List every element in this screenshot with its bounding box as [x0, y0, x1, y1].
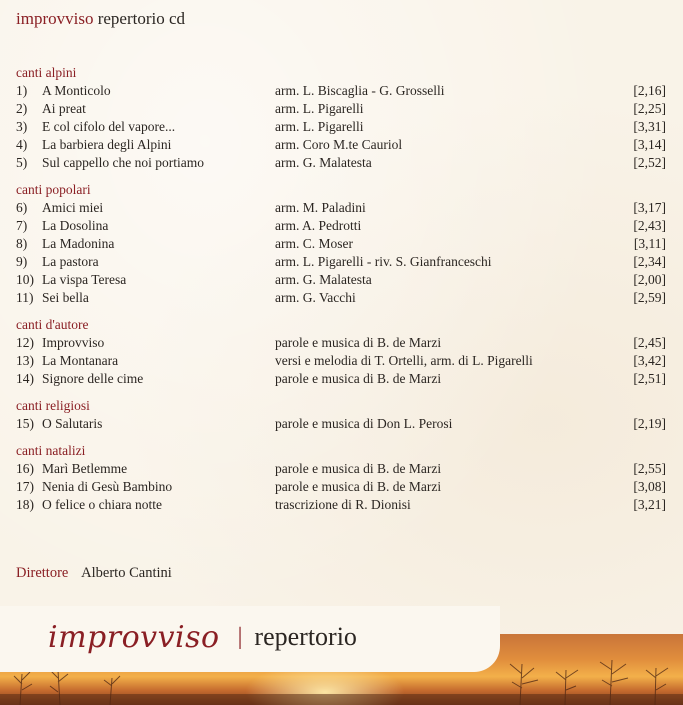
footer-title	[48, 620, 357, 660]
track-row	[16, 235, 666, 253]
track-dur: [2,55]	[633, 461, 666, 476]
footer-word: repertorio	[254, 622, 357, 651]
track-credit: arm. L. Biscaglia - G. Grosselli	[275, 83, 445, 98]
track-title: La Montanara	[42, 353, 119, 368]
track-credit: arm. Coro M.te Cauriol	[275, 137, 403, 152]
track-title: Ai preat	[42, 101, 86, 116]
track-credit: arm. L. Pigarelli - riv. S. Gianfranceschi	[275, 254, 492, 269]
track-row	[16, 136, 666, 154]
track-credit: arm. L. Pigarelli	[275, 119, 364, 134]
track-num: 1)	[16, 83, 28, 98]
track-row	[16, 415, 666, 433]
track-dur: [2,43]	[633, 218, 666, 233]
track-credit: arm. M. Paladini	[275, 200, 366, 215]
track-title: Amici miei	[42, 200, 104, 215]
track-row	[16, 289, 666, 307]
section-title: canti popolari	[16, 182, 91, 197]
track-num: 12)	[16, 335, 34, 350]
track-num: 14)	[16, 371, 34, 386]
section	[16, 397, 666, 433]
header-subtitle: repertorio cd	[97, 9, 186, 28]
track-title: Marì Betlemme	[42, 461, 128, 476]
track-dur: [3,14]	[633, 137, 666, 152]
track-row	[16, 496, 666, 514]
section	[16, 442, 666, 514]
track-title: O felice o chiara notte	[42, 497, 162, 512]
track-credit: arm. G. Malatesta	[275, 155, 372, 170]
track-row	[16, 271, 666, 289]
track-num: 3)	[16, 119, 28, 134]
track-credit: versi e melodia di T. Ortelli, arm. di L. Pigarelli	[275, 353, 533, 368]
track-title: A Monticolo	[42, 83, 111, 98]
section	[16, 64, 666, 172]
track-dur: [2,25]	[633, 101, 666, 116]
track-credit: arm. G. Malatesta	[275, 272, 372, 287]
track-title: Nenia di Gesù Bambino	[42, 479, 173, 494]
track-title: La vispa Teresa	[42, 272, 127, 287]
track-row	[16, 460, 666, 478]
track-row	[16, 370, 666, 388]
track-num: 10)	[16, 272, 34, 287]
track-title: La Dosolina	[42, 218, 109, 233]
track-row	[16, 199, 666, 217]
track-dur: [3,08]	[633, 479, 666, 494]
section	[16, 181, 666, 307]
track-row	[16, 118, 666, 136]
director-line	[16, 563, 172, 583]
section-title: canti d'autore	[16, 317, 89, 332]
track-dur: [2,00]	[633, 272, 666, 287]
track-num: 15)	[16, 416, 34, 431]
track-title: O Salutaris	[42, 416, 103, 431]
track-row	[16, 82, 666, 100]
track-dur: [3,42]	[633, 353, 666, 368]
track-num: 2)	[16, 101, 28, 116]
track-row	[16, 154, 666, 172]
track-credit: arm. L. Pigarelli	[275, 101, 364, 116]
track-dur: [2,59]	[633, 290, 666, 305]
track-num: 17)	[16, 479, 34, 494]
track-dur: [2,34]	[633, 254, 666, 269]
track-row	[16, 334, 666, 352]
section-title: canti natalizi	[16, 443, 86, 458]
track-credit: parole e musica di Don L. Perosi	[275, 416, 453, 431]
track-credit: arm. G. Vacchi	[275, 290, 356, 305]
track-num: 7)	[16, 218, 28, 233]
footer-script-title: improvviso	[48, 620, 220, 655]
track-title: E col cifolo del vapore...	[42, 119, 176, 134]
track-dur: [2,45]	[633, 335, 666, 350]
track-credit: parole e musica di B. de Marzi	[275, 371, 442, 386]
header-brand: improvviso	[16, 9, 94, 28]
track-row	[16, 217, 666, 235]
track-row	[16, 100, 666, 118]
track-credit: arm. A. Pedrotti	[275, 218, 362, 233]
track-credit: parole e musica di B. de Marzi	[275, 479, 442, 494]
track-num: 18)	[16, 497, 34, 512]
track-num: 4)	[16, 137, 28, 152]
track-dur: [2,19]	[633, 416, 666, 431]
track-credit: trascrizione di R. Dionisi	[275, 497, 411, 512]
section	[16, 316, 666, 388]
tracklist	[16, 64, 666, 523]
director-name: Alberto Cantini	[81, 565, 172, 581]
track-credit: arm. C. Moser	[275, 236, 353, 251]
page-header	[16, 8, 185, 30]
track-title: La barbiera degli Alpini	[42, 137, 172, 152]
track-dur: [3,31]	[633, 119, 666, 134]
track-title: Improvviso	[42, 335, 105, 350]
track-dur: [2,16]	[633, 83, 666, 98]
track-num: 6)	[16, 200, 28, 215]
track-title: La pastora	[42, 254, 99, 269]
track-credit: parole e musica di B. de Marzi	[275, 335, 442, 350]
track-dur: [3,17]	[633, 200, 666, 215]
track-num: 11)	[16, 290, 34, 305]
track-title: Signore delle cime	[42, 371, 144, 386]
section-title: canti religiosi	[16, 398, 90, 413]
track-title: Sul cappello che noi portiamo	[42, 155, 204, 170]
track-num: 16)	[16, 461, 34, 476]
section-title: canti alpini	[16, 65, 77, 80]
track-title: La Madonina	[42, 236, 115, 251]
track-dur: [3,11]	[633, 236, 666, 251]
track-title: Sei bella	[42, 290, 89, 305]
director-label: Direttore	[16, 565, 69, 581]
track-dur: [3,21]	[633, 497, 666, 512]
track-row	[16, 253, 666, 271]
track-dur: [2,51]	[633, 371, 666, 386]
track-num: 13)	[16, 353, 34, 368]
track-num: 8)	[16, 236, 28, 251]
track-credit: parole e musica di B. de Marzi	[275, 461, 442, 476]
track-row	[16, 352, 666, 370]
track-num: 9)	[16, 254, 28, 269]
track-num: 5)	[16, 155, 28, 170]
track-dur: [2,52]	[633, 155, 666, 170]
track-row	[16, 478, 666, 496]
footer-separator: |	[237, 624, 243, 650]
